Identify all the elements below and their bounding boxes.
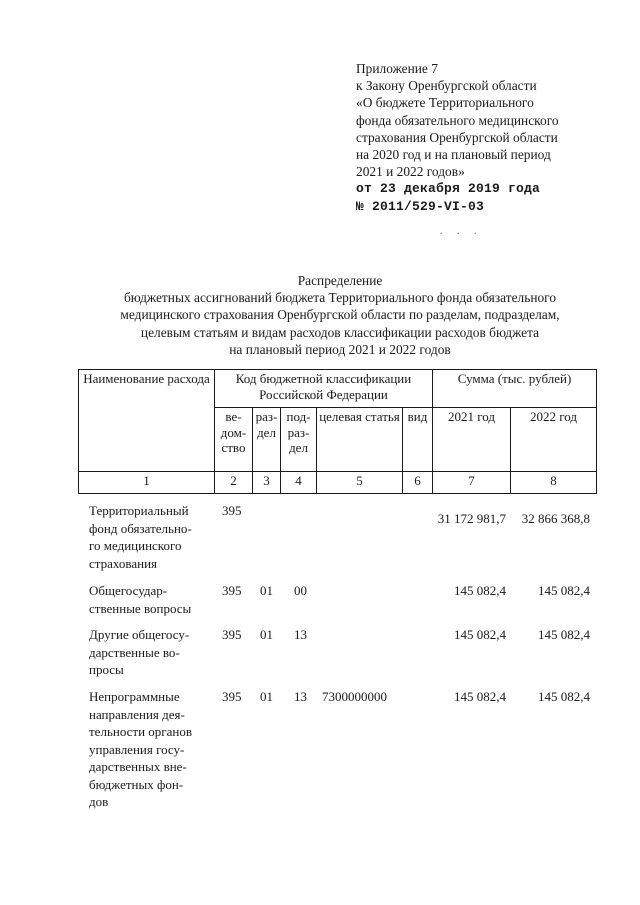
appendix-line: Приложение 7: [356, 61, 438, 76]
header-code-group: Код бюджетной классификации Российской Федерации: [215, 370, 433, 408]
row-podrazdel: 00: [294, 583, 307, 598]
appendix-line: страхования Оренбургской области: [356, 129, 558, 145]
col-number: 2: [215, 472, 253, 494]
header-sum-group: Сумма (тыс. рублей): [433, 370, 597, 408]
law-date: от 23 декабря 2019 года: [356, 181, 541, 197]
row-razdel: 01: [260, 689, 273, 704]
appendix-line: фонда обязательного медицинского: [356, 112, 559, 128]
header-razdel: раз-дел: [253, 408, 281, 472]
row-name: Общегосудар- ственные вопросы: [89, 583, 192, 616]
col-number: 8: [511, 472, 597, 494]
header-vid: вид: [403, 408, 433, 472]
row-name: Другие общегосу- дарственные во- просы: [89, 627, 190, 677]
title-line: медицинского страхования Оренбургской области по разделам, подразделам,: [120, 307, 560, 323]
col-number: 6: [403, 472, 433, 494]
title-line: на плановый период 2021 и 2022 годов: [229, 341, 451, 357]
row-ved: 395: [222, 583, 242, 598]
row-ved: 395: [222, 503, 242, 518]
appendix-line: 2021 и 2022 годов»: [356, 164, 465, 180]
row-2021: 31 172 981,7: [437, 511, 506, 526]
appendix-header: [356, 60, 626, 215]
header-ved: ве-дом-ство: [215, 408, 253, 472]
decorative-dots: . . .: [440, 226, 483, 237]
appendix-line: «О бюджете Территориального: [356, 95, 534, 111]
row-2021: 145 082,4: [454, 627, 506, 642]
row-2021: 145 082,4: [454, 689, 506, 704]
document-title: [60, 272, 620, 358]
row-razdel: 01: [260, 627, 273, 642]
header-podrazdel: под-раз-дел: [281, 408, 317, 472]
row-ved: 395: [222, 627, 242, 642]
appendix-line: к Закону Оренбургской области: [356, 78, 537, 94]
row-podrazdel: 13: [294, 689, 307, 704]
row-2021: 145 082,4: [454, 583, 506, 598]
col-number: 5: [317, 472, 403, 494]
col-number: 3: [253, 472, 281, 494]
col-number: 7: [433, 472, 511, 494]
header-celevaya: целевая статья: [317, 408, 403, 472]
col-number: 4: [281, 472, 317, 494]
row-name: Непрограммные направления дея- тельности органов управления госу- дарственных вне- бюджетных фон- дов: [89, 689, 193, 809]
header-name-column: Наименование расхода: [79, 370, 215, 472]
title-line: Распределение: [297, 273, 383, 288]
header-2022: 2022 год: [511, 408, 597, 472]
row-2022: 32 866 368,8: [521, 511, 590, 526]
row-celevaya: 7300000000: [322, 689, 387, 704]
table-header: [78, 369, 597, 494]
row-2022: 145 082,4: [538, 627, 590, 642]
appendix-line: на 2020 год и на плановый период: [356, 147, 551, 163]
row-2022: 145 082,4: [538, 689, 590, 704]
col-number: 1: [79, 472, 215, 494]
title-line: целевым статьям и видам расходов классификации расходов бюджета: [140, 324, 540, 340]
row-ved: 395: [222, 689, 242, 704]
row-name: Территориальный фонд обязательно- го медицинского страхования: [89, 503, 192, 571]
row-razdel: 01: [260, 583, 273, 598]
row-podrazdel: 13: [294, 627, 307, 642]
row-2022: 145 082,4: [538, 583, 590, 598]
title-line: бюджетных ассигнований бюджета Территориального фонда обязательного: [123, 290, 557, 306]
header-2021: 2021 год: [433, 408, 511, 472]
law-number: № 2011/529-VI-03: [356, 198, 485, 214]
